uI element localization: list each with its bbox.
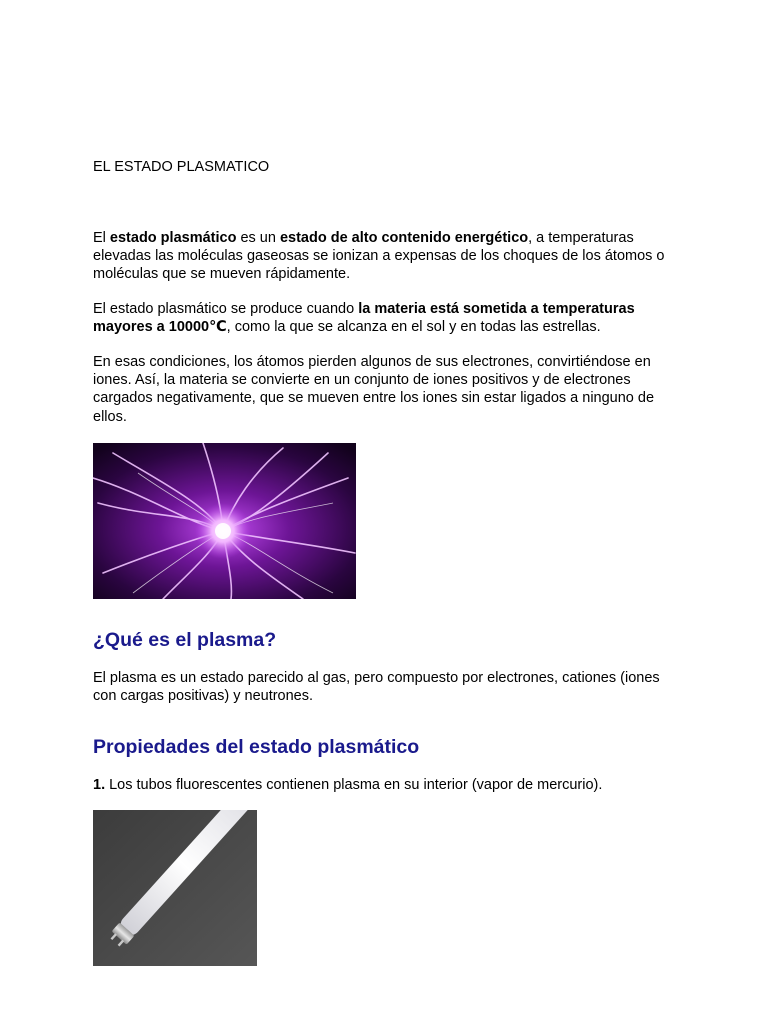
bold-term: estado de alto contenido energético	[279, 230, 529, 246]
document-title: EL ESTADO PLASMATICO	[93, 159, 270, 175]
paragraph-conditions: En esas condiciones, los átomos pierden algunos de sus electrones, convirtiéndose en iones. Así, la materia se convierte en un conjunto de iones positivos y de electrones cargados negativamente, que se mueven entre los iones sin estar ligados a ninguno de ellos.	[93, 354, 655, 425]
fluorescent-tube-image	[93, 810, 257, 966]
plasma-ball-image	[93, 443, 356, 599]
paragraph-temperature: El estado plasmático se produce cuando la materia está sometida a temperaturas mayores a 10000℃, como la que se alcanza en el sol y en todas las estrellas.	[93, 301, 635, 336]
list-number: 1.	[93, 777, 106, 793]
list-item: 1. Los tubos fluorescentes contienen plasma en su interior (vapor de mercurio).	[93, 777, 603, 793]
paragraph-plasma-definition: El plasma es un estado parecido al gas, pero compuesto por electrones, cationes (iones con cargas positivas) y neutrones.	[93, 670, 660, 705]
heading-what-is-plasma: ¿Qué es el plasma?	[93, 629, 277, 651]
paragraph-definition: El estado plasmático es un estado de alto contenido energético, a temperaturas elevadas las moléculas gaseosas se ionizan a expensas de los choques de los átomos o moléculas que se mueven rápidamente.	[93, 230, 665, 283]
heading-plasma-properties: Propiedades del estado plasmático	[93, 736, 420, 758]
bold-term: la materia está sometida a temperaturas mayores a 10000℃	[93, 301, 635, 336]
bold-term: estado plasmático	[109, 230, 237, 246]
